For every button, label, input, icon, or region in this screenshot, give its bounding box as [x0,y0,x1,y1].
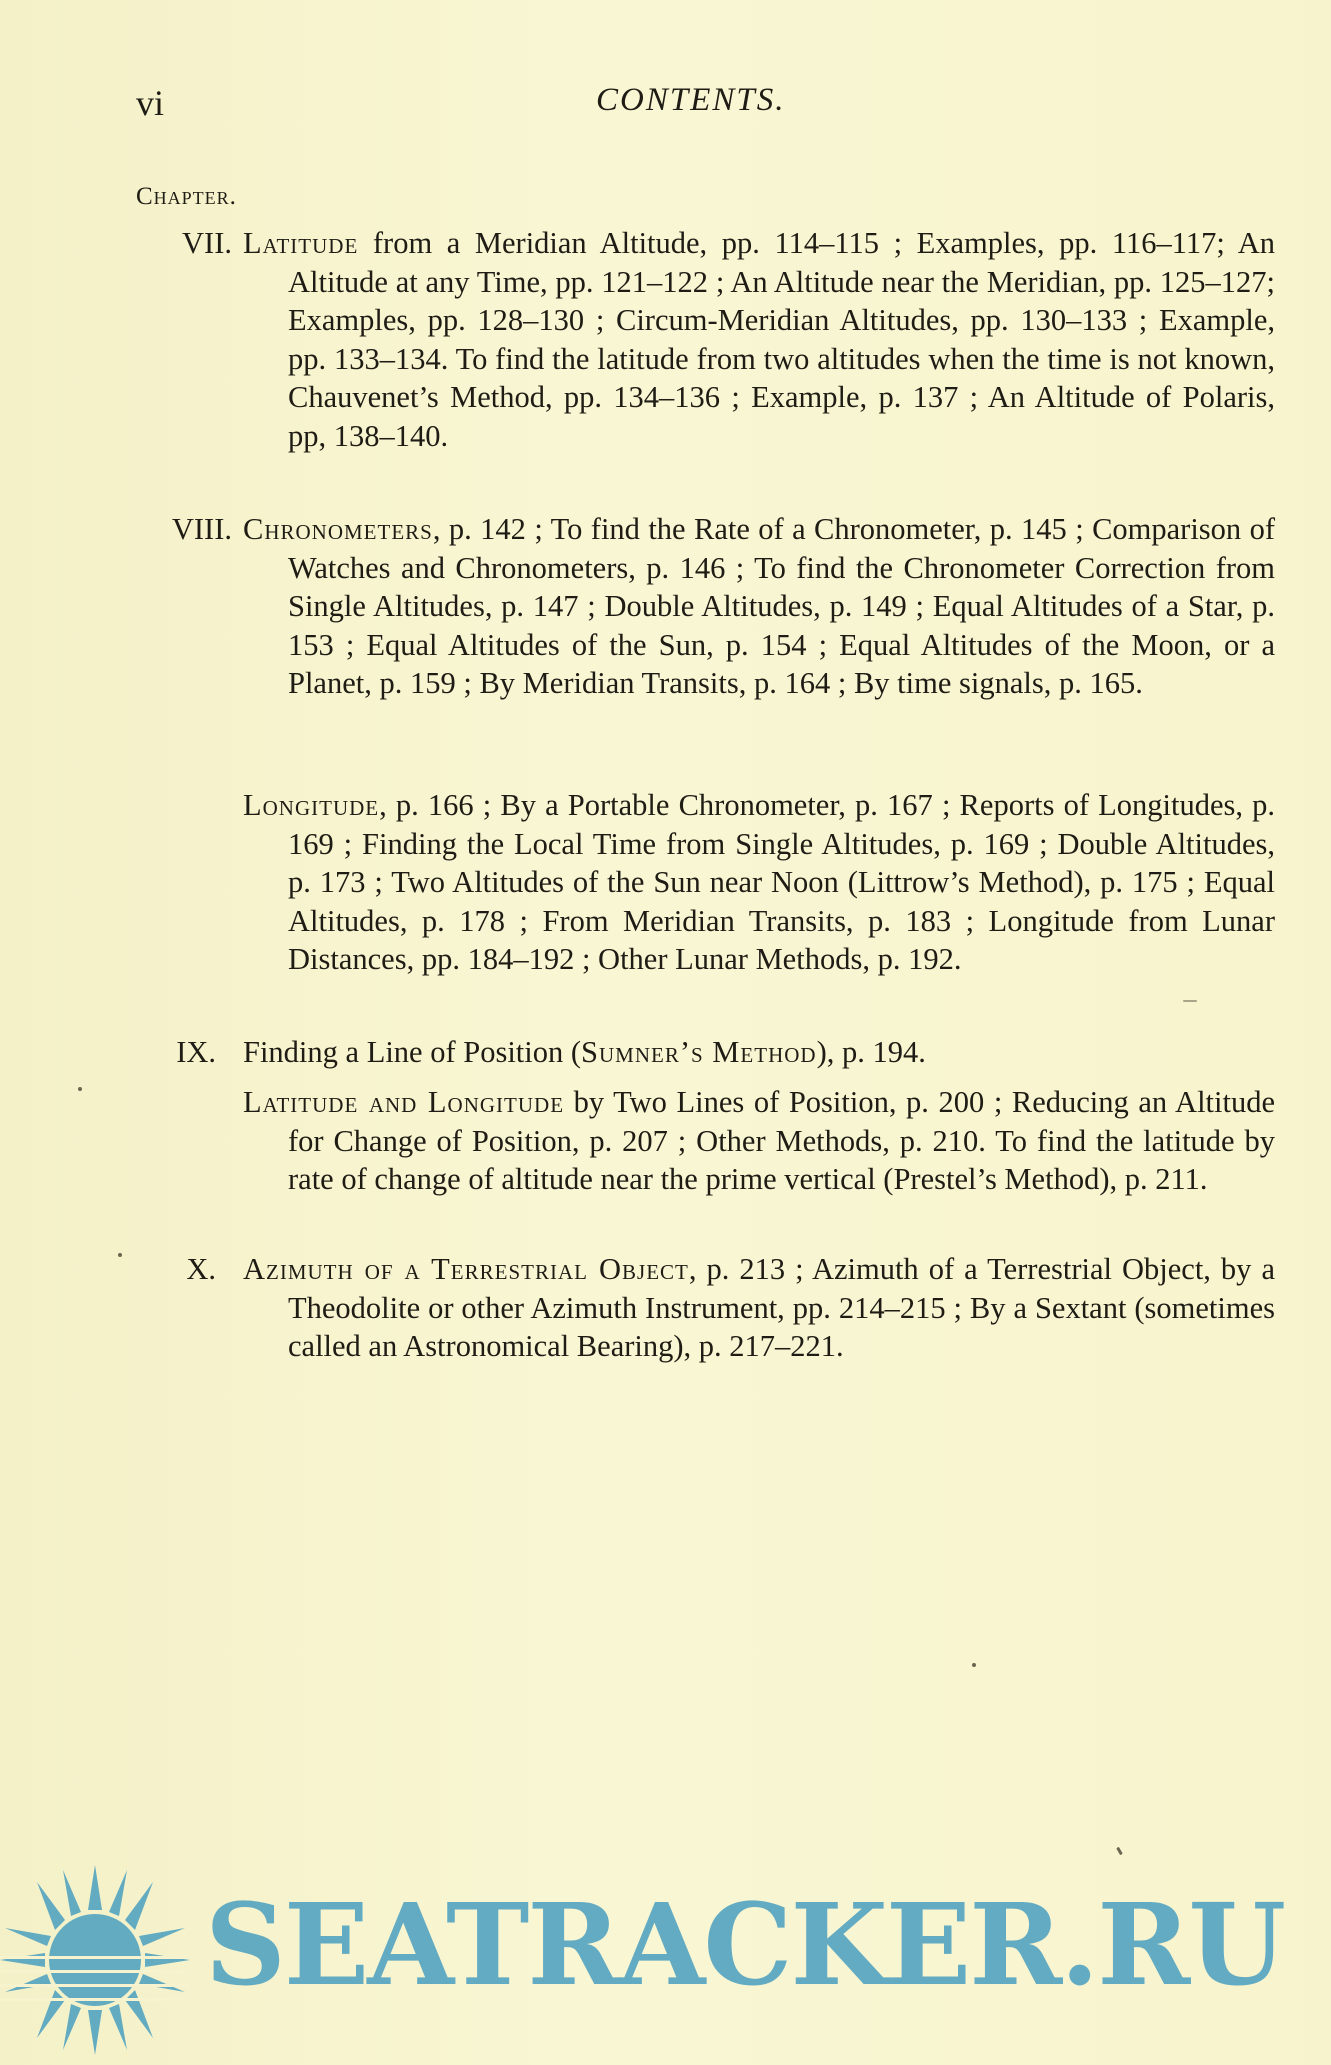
subentry-heading: Longitude [243,788,380,822]
chapter-numeral: VIII. [171,512,232,546]
scan-speck [972,1663,976,1667]
entry-text [243,510,1275,703]
page-header [136,82,1276,132]
subentry-text [243,786,1275,979]
entry-body: from a Meridian Altitude, pp. 114–115 ; Examples, pp. 116–117; An Altitude at any Time, pp. 121–122 ; An Altitude near the Meridian, pp. 125–127; Examples, pp. 128–130 ; Circum-Meridian Altitudes, pp. 130–133 ; Example, pp. 133–134. To find the latitude from two altitudes when the time is not known, Chauvenet’s Method, pp. 134–136 ; Example, p. 137 ; An Altitude of Polaris, pp, 138–140. [288,226,1275,453]
subentry-body: by Two Lines of Position, p. 200 ; Reducing an Altitude for Change of Position, p. 207 ; Other Methods, p. 210. To find the latitude by rate of change of altitude near the prime vertical (Prestel’s Method), p. 211. [288,1085,1275,1197]
entry-text [243,1250,1275,1366]
entry-text [243,224,1275,456]
entry-body-pre: Finding a Line of Position ( [243,1035,582,1069]
scan-speck [78,1087,82,1091]
entry-heading: Azimuth of a Terrestrial Object [243,1252,689,1286]
scan-speck [118,1253,122,1257]
entry-heading: Chronometers [243,512,433,546]
scan-speck [1116,1847,1123,1855]
chapter-numeral: VII. [182,226,232,260]
page-number: vi [136,83,165,123]
entry-text [243,1033,1275,1072]
chapter-numeral: IX. [176,1035,216,1069]
entry-body: ), p. 194. [816,1035,926,1069]
watermark-text: SEATRACKER.RU [205,1880,1285,2011]
subentry-body: , p. 166 ; By a Portable Chronometer, p. 167 ; Reports of Longitudes, p. 169 ; Finding the Local Time from Single Altitudes, p. 169 ; Double Altitudes, p. 173 ; Two Altitudes of the Sun near Noon (Littrow’s Method), p. 175 ; Equal Altitudes, p. 178 ; From Meridian Transits, p. 183 ; Longitude from Lunar Distances, pp. 184–192 ; Other Lunar Methods, p. 192. [288,788,1275,977]
entry-heading: Sumner’s Method [581,1035,817,1069]
entry-body: , p. 213 ; Azimuth of a Terrestrial Object, by a Theodolite or other Azimuth Instrument, pp. 214–215 ; By a Sextant (sometimes called an Astronomical Bearing), p. 217–221. [288,1252,1275,1364]
subentry-heading: Latitude and Longitude [243,1085,565,1119]
entry-heading: Latitude [243,226,359,260]
chapter-numeral: X. [186,1252,216,1286]
running-head: CONTENTS. [596,82,786,118]
chapter-column-label: Chapter. [136,183,237,210]
scan-speck [1183,1000,1197,1002]
subentry-text [243,1083,1275,1199]
entry-body: , p. 142 ; To find the Rate of a Chronometer, p. 145 ; Comparison of Watches and Chronometers, p. 146 ; To find the Chronometer Correction from Single Altitudes, p. 147 ; Double Altitudes, p. 149 ; Equal Altitudes of a Star, p. 153 ; Equal Altitudes of the Sun, p. 154 ; Equal Altitudes of the Moon, or a Planet, p. 159 ; By Meridian Transits, p. 164 ; By time signals, p. 165. [288,512,1275,701]
